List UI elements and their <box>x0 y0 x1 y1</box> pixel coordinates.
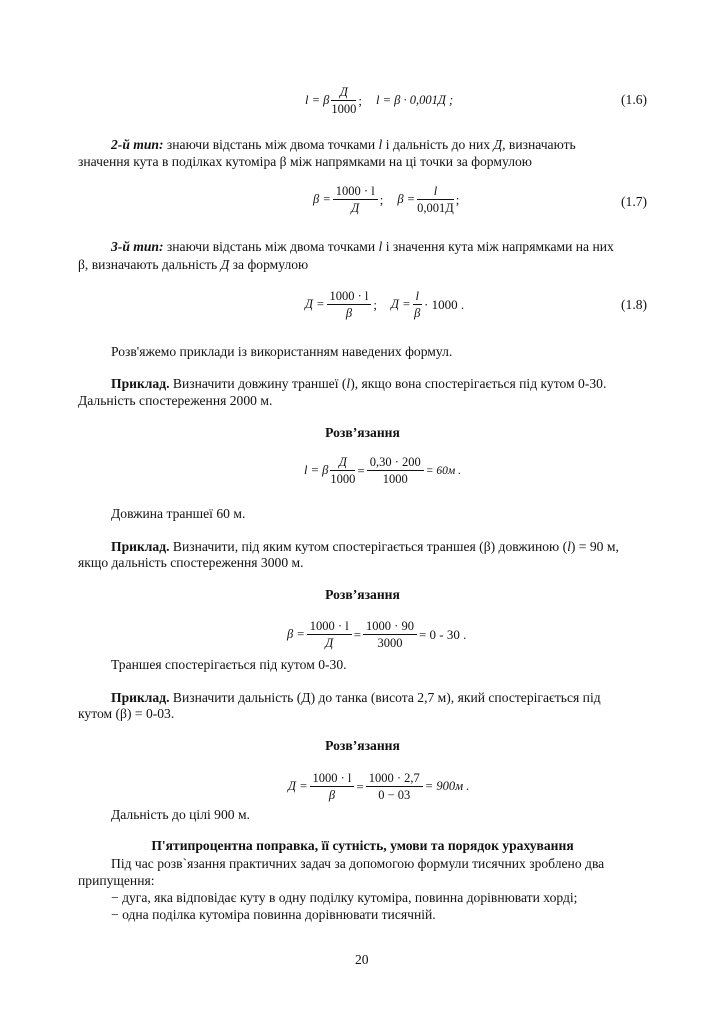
formula-part: ; <box>455 191 460 207</box>
formula-part: = <box>357 462 365 478</box>
numerator: 1000 · l <box>333 183 378 200</box>
fraction <box>307 618 352 651</box>
section-line1: Під час розв`язання практичних задач за допомогою формули тисячних зроблено два <box>111 856 605 871</box>
example2-answer: Траншея спостерігається під кутом 0-30. <box>111 657 347 672</box>
formula-part: l = β · 0,001Д ; <box>376 93 454 107</box>
formula-part: = <box>353 626 362 642</box>
formula-part: l = β <box>305 93 330 107</box>
var: Д <box>220 257 230 272</box>
var: l <box>378 137 383 152</box>
equation-number: (1.8) <box>621 297 648 312</box>
fraction <box>331 84 356 117</box>
var: l <box>346 376 351 391</box>
section-line2: припущення: <box>78 873 155 888</box>
fraction <box>366 770 423 803</box>
type-label: 3-й тип: <box>111 239 164 254</box>
text: β, визначають дальність <box>78 257 221 272</box>
equation-number: (1.7) <box>621 194 648 209</box>
example3-answer: Дальність до цілі 900 м. <box>111 807 250 822</box>
var: Д, <box>493 137 506 152</box>
section-bullet: − дуга, яка відповідає куту в одну поділку кутоміра, повинна дорівнювати хорді; <box>111 890 578 905</box>
section-bullet: − одна поділка кутоміра повинна дорівнювати тисячній. <box>111 907 436 922</box>
formula-part: Д = <box>288 779 308 793</box>
numerator: Д <box>330 454 355 471</box>
text: і дальність до них <box>382 137 494 152</box>
formula-part: β = <box>397 192 416 206</box>
example-label: Приклад. <box>111 539 170 554</box>
formula-part: ; <box>373 296 378 312</box>
page-number: 20 <box>355 952 369 967</box>
equation-number: (1.6) <box>621 92 648 107</box>
formula-part: = <box>356 778 364 794</box>
formula-1-6 <box>305 84 453 117</box>
fraction <box>327 288 372 321</box>
formula-part: = 900м . <box>424 779 470 793</box>
text: ) = 90 м, <box>570 539 619 554</box>
formula-part: β = <box>313 192 331 206</box>
example1-answer: Довжина траншеї 60 м. <box>111 506 246 521</box>
text: ), якщо вона спостерігається під кутом 0-30. <box>350 376 607 391</box>
fraction <box>310 770 355 803</box>
denominator: 0 − 03 <box>378 788 411 802</box>
text: знаючи відстань між двома точками <box>163 137 379 152</box>
example2-line1 <box>111 538 619 555</box>
solution-heading: Розв’язання <box>325 587 400 602</box>
text: визначають <box>505 137 576 152</box>
numerator: 1000 · 2,7 <box>366 770 423 787</box>
formula-part: = 0 - 30 . <box>418 626 467 642</box>
example1-line2: Дальність спостереження 2000 м. <box>78 393 273 408</box>
denominator: β <box>414 306 421 320</box>
formula-part: · 1000 . <box>424 296 465 312</box>
denominator: β <box>345 306 353 320</box>
denominator: 1000 <box>330 472 356 486</box>
denominator: 0,001Д <box>417 201 454 215</box>
fraction <box>367 454 424 487</box>
formula-part: ; <box>358 92 363 108</box>
text: і значення кута між напрямками на них <box>382 239 614 254</box>
formula-part: Д = <box>305 297 325 311</box>
text: знаючи відстань між двома точками <box>163 239 379 254</box>
numerator: 1000 · l <box>310 770 355 787</box>
example3-equation <box>288 770 469 803</box>
example-label: Приклад. <box>111 690 170 705</box>
numerator: l <box>413 288 422 305</box>
type2-line2: значення кута в поділках кутоміра β між напрямками на ці точки за формулою <box>78 154 532 169</box>
fraction <box>413 288 422 321</box>
denominator: β <box>328 788 336 802</box>
type3-line2 <box>78 256 308 273</box>
text: Визначити довжину траншеї ( <box>169 376 347 391</box>
formula-part: ; <box>379 191 384 207</box>
numerator: 0,30 · 200 <box>367 454 424 471</box>
text: Визначити дальність (Д) до танка (висота 2,7 м), який спостерігається під <box>169 690 601 705</box>
formula-part: = 60м . <box>425 464 462 477</box>
fraction <box>330 454 355 487</box>
text: за формулою <box>229 257 309 272</box>
fraction <box>417 183 454 216</box>
formula-part: β = <box>287 627 305 641</box>
denominator: Д <box>325 636 334 650</box>
formula-part: Д = <box>391 297 411 311</box>
type-label: 2-й тип: <box>111 137 164 152</box>
numerator: 1000 · l <box>307 618 352 635</box>
numerator: Д <box>331 84 356 101</box>
text: Визначити, під яким кутом спостерігається траншея (β) довжиною ( <box>169 539 568 554</box>
solution-heading: Розв’язання <box>325 425 400 440</box>
intro-text: Розв'яжемо приклади із використанням наведених формул. <box>111 344 453 359</box>
example1-line1 <box>111 375 606 392</box>
fraction <box>363 618 417 651</box>
var: l <box>378 239 383 254</box>
example1-equation <box>304 454 461 487</box>
denominator: 3000 <box>377 636 403 650</box>
fraction <box>333 183 378 216</box>
example-label: Приклад. <box>111 376 170 391</box>
type2-line1 <box>111 136 576 153</box>
denominator: Д <box>351 201 360 215</box>
numerator: l <box>417 183 454 200</box>
example2-line2: якщо дальність спостереження 3000 м. <box>78 555 304 570</box>
example3-line2: кутом (β) = 0-03. <box>78 706 175 721</box>
formula-1-7 <box>313 183 459 216</box>
numerator: 1000 · l <box>327 288 372 305</box>
formula-1-8 <box>305 288 464 321</box>
numerator: 1000 · 90 <box>363 618 417 635</box>
example2-equation <box>287 618 466 651</box>
denominator: 1000 <box>331 102 357 116</box>
solution-heading: Розв’язання <box>325 738 400 753</box>
type3-line1 <box>111 238 614 255</box>
denominator: 1000 <box>382 472 408 486</box>
example3-line1 <box>111 689 601 706</box>
section-title: П'ятипроцентна поправка, її сутність, умови та порядок урахування <box>151 838 574 853</box>
var: l <box>567 539 571 554</box>
formula-part: l = β <box>304 463 329 477</box>
